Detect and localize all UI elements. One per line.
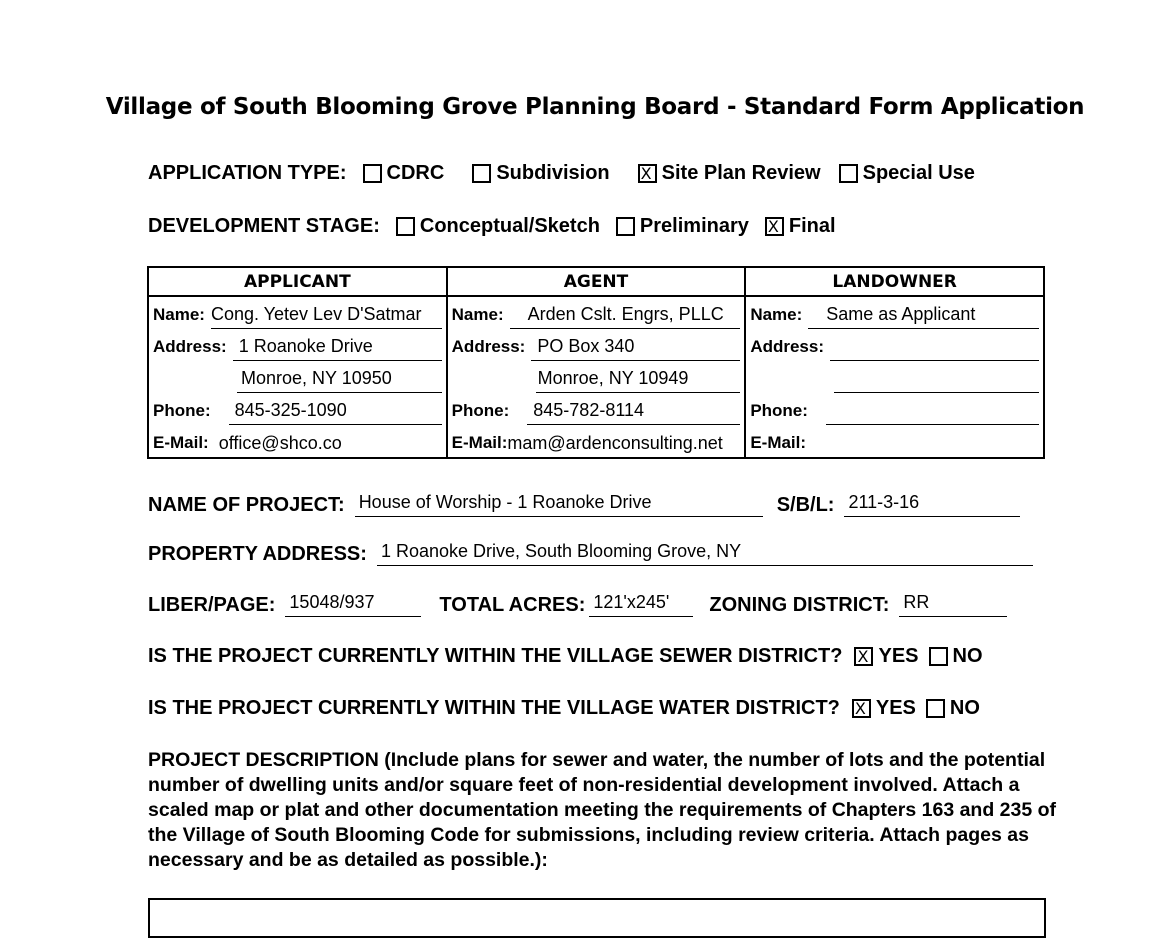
sewer-yes-checkbox[interactable] bbox=[854, 647, 873, 666]
sewer-no-label: NO bbox=[952, 645, 983, 667]
sewer-district-row bbox=[148, 645, 1011, 668]
special-use-checkbox[interactable] bbox=[839, 164, 858, 183]
conceptual-checkbox[interactable] bbox=[396, 217, 415, 236]
landowner-address1-field[interactable] bbox=[830, 336, 1039, 361]
agent-name-label: Name: bbox=[451, 305, 504, 324]
applicant-phone-label: Phone: bbox=[153, 401, 211, 420]
sewer-question: IS THE PROJECT CURRENTLY WITHIN THE VILLAGE SEWER DISTRICT? bbox=[148, 645, 843, 667]
zoning-district-field[interactable]: RR bbox=[899, 592, 1007, 617]
subdivision-label: Subdivision bbox=[496, 162, 610, 184]
water-yes-checkbox[interactable] bbox=[852, 699, 871, 718]
agent-name-field[interactable]: Arden Cslt. Engrs, PLLC bbox=[510, 304, 741, 329]
sewer-yes-label: YES bbox=[878, 645, 919, 667]
sbl-field[interactable]: 211-3-16 bbox=[844, 492, 1020, 517]
agent-address-label: Address: bbox=[451, 337, 526, 356]
applicant-phone-field[interactable]: 845-325-1090 bbox=[229, 400, 442, 425]
app-type-special-use[interactable] bbox=[839, 162, 975, 185]
project-name-field[interactable]: House of Worship - 1 Roanoke Drive bbox=[355, 492, 763, 517]
landowner-name-field[interactable]: Same as Applicant bbox=[808, 304, 1039, 329]
parties-table bbox=[147, 266, 1045, 459]
app-type-subdivision[interactable] bbox=[472, 162, 609, 185]
app-type-site-plan[interactable] bbox=[638, 162, 821, 185]
agent-address2-field[interactable]: Monroe, NY 10949 bbox=[536, 368, 741, 393]
applicant-name-field[interactable]: Cong. Yetev Lev D'Satmar bbox=[211, 304, 442, 329]
applicant-address1-field[interactable]: 1 Roanoke Drive bbox=[233, 336, 442, 361]
stage-preliminary[interactable] bbox=[616, 215, 749, 238]
landowner-header: LANDOWNER bbox=[745, 267, 1044, 296]
landowner-email-label: E-Mail: bbox=[750, 433, 807, 452]
agent-address1-field[interactable]: PO Box 340 bbox=[531, 336, 740, 361]
agent-phone-label: Phone: bbox=[451, 401, 510, 420]
application-type-label: APPLICATION TYPE: bbox=[148, 162, 347, 184]
agent-header: AGENT bbox=[447, 267, 746, 296]
app-type-cdrc[interactable] bbox=[363, 162, 445, 185]
total-acres-field[interactable]: 121'x245' bbox=[589, 592, 693, 617]
landowner-email-field[interactable] bbox=[812, 433, 1039, 457]
applicant-email-label: E-Mail: bbox=[153, 433, 209, 452]
project-description-instructions: PROJECT DESCRIPTION (Include plans for sewer and water, the number of lots and the potential number of dwelling units and/or square feet of non-residential development involved. Attach a scaled map or plat and other documentation meeting the requirements of Chapters 163 and 235 of the Village of South Blooming Code for submissions, including review criteria. Attach pages as necessary and be as detailed as possible.): bbox=[148, 749, 1057, 871]
property-address-row bbox=[148, 541, 1033, 566]
applicant-address2-field[interactable]: Monroe, NY 10950 bbox=[237, 368, 442, 393]
subdivision-checkbox[interactable] bbox=[472, 164, 491, 183]
zoning-district-label: ZONING DISTRICT: bbox=[709, 594, 890, 616]
water-no-checkbox[interactable] bbox=[926, 699, 945, 718]
water-yes-option[interactable] bbox=[852, 697, 916, 720]
property-address-field[interactable]: 1 Roanoke Drive, South Blooming Grove, NY bbox=[377, 541, 1033, 566]
liber-page-label: LIBER/PAGE: bbox=[148, 594, 276, 616]
project-name-row bbox=[148, 492, 1020, 517]
project-description-box[interactable] bbox=[148, 898, 1046, 938]
development-stage-row bbox=[148, 215, 864, 238]
agent-email-field[interactable]: mam@ardenconsulting.net bbox=[507, 433, 723, 453]
landowner-name-label: Name: bbox=[750, 305, 803, 324]
final-label: Final bbox=[788, 215, 836, 237]
water-no-label: NO bbox=[949, 697, 980, 719]
landowner-address-label: Address: bbox=[750, 337, 824, 356]
site-plan-checkbox[interactable] bbox=[638, 164, 657, 183]
liber-acres-zoning-row bbox=[148, 592, 1007, 617]
water-district-row bbox=[148, 697, 1008, 720]
cdrc-label: CDRC bbox=[386, 162, 445, 184]
sewer-no-checkbox[interactable] bbox=[929, 647, 948, 666]
applicant-header: APPLICANT bbox=[148, 267, 447, 296]
cdrc-checkbox[interactable] bbox=[363, 164, 382, 183]
total-acres-label: TOTAL ACRES: bbox=[439, 594, 586, 616]
agent-phone-field[interactable]: 845-782-8114 bbox=[527, 400, 740, 425]
conceptual-label: Conceptual/Sketch bbox=[419, 215, 600, 237]
water-yes-label: YES bbox=[875, 697, 916, 719]
water-no-option[interactable] bbox=[926, 697, 980, 720]
landowner-phone-field[interactable] bbox=[826, 400, 1039, 425]
applicant-email-field[interactable]: office@shco.co bbox=[218, 433, 342, 453]
application-type-row bbox=[148, 162, 1003, 185]
landowner-address2-field[interactable] bbox=[834, 368, 1039, 393]
applicant-address-label: Address: bbox=[153, 337, 227, 356]
sbl-label: S/B/L: bbox=[776, 494, 835, 516]
page-title: Village of South Blooming Grove Planning Board - Standard Form Application bbox=[105, 94, 1085, 120]
sewer-yes-option[interactable] bbox=[854, 645, 918, 668]
applicant-name-label: Name: bbox=[153, 305, 205, 324]
water-question: IS THE PROJECT CURRENTLY WITHIN THE VILLAGE WATER DISTRICT? bbox=[148, 697, 840, 719]
landowner-phone-label: Phone: bbox=[750, 401, 808, 420]
property-address-label: PROPERTY ADDRESS: bbox=[148, 543, 367, 565]
development-stage-label: DEVELOPMENT STAGE: bbox=[148, 215, 380, 237]
sewer-no-option[interactable] bbox=[929, 645, 983, 668]
special-use-label: Special Use bbox=[862, 162, 975, 184]
agent-email-label: E-Mail: bbox=[451, 433, 508, 452]
preliminary-checkbox[interactable] bbox=[616, 217, 635, 236]
preliminary-label: Preliminary bbox=[639, 215, 749, 237]
stage-final[interactable] bbox=[765, 215, 836, 238]
project-name-label: NAME OF PROJECT: bbox=[148, 494, 345, 516]
final-checkbox[interactable] bbox=[765, 217, 784, 236]
liber-page-field[interactable]: 15048/937 bbox=[285, 592, 421, 617]
site-plan-label: Site Plan Review bbox=[661, 162, 821, 184]
stage-conceptual[interactable] bbox=[396, 215, 600, 238]
